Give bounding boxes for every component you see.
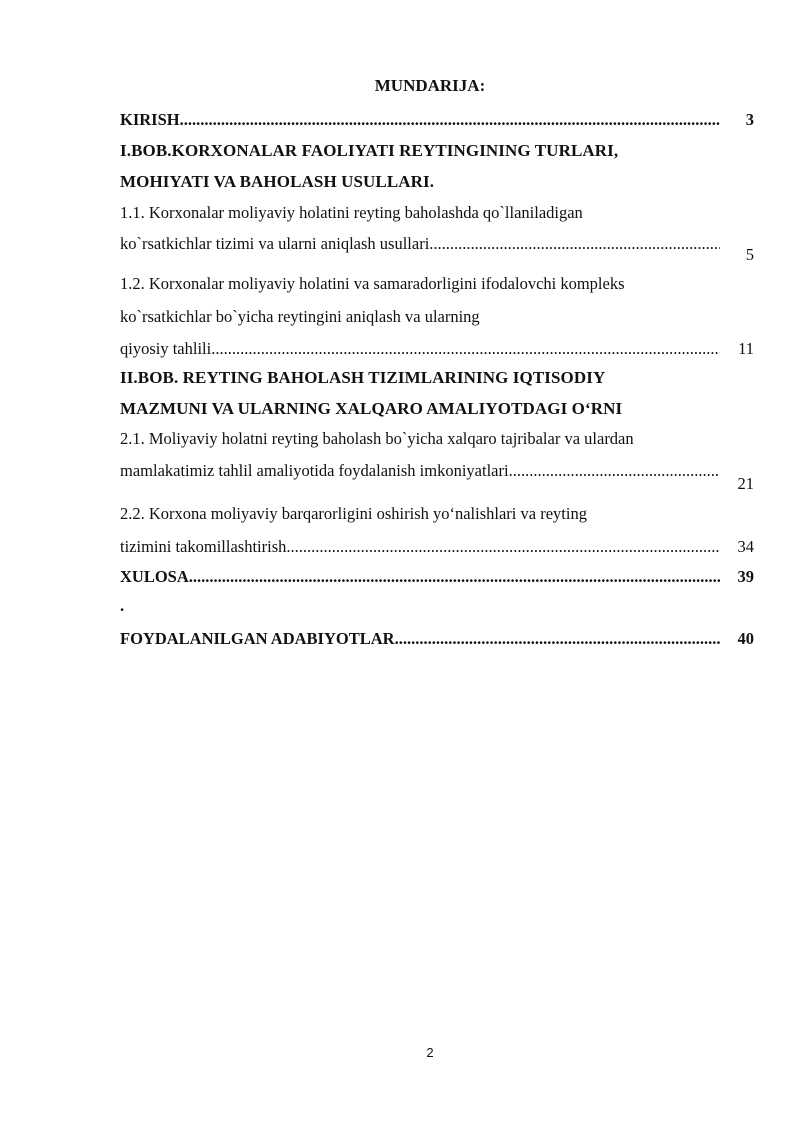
toc-entry-label: FOYDALANILGAN ADABIYOTLAR <box>120 629 395 648</box>
page-number: 2 <box>426 1045 434 1060</box>
section-title: tizimini takomillashtirish <box>120 537 287 556</box>
chapter-heading: MOHIYATI VA BAHOLASH USULLARI. <box>120 172 435 191</box>
toc-entry-section-1-2 <box>120 339 720 359</box>
toc-entry-xulosa <box>120 567 720 587</box>
toc-page-number: 34 <box>737 537 754 556</box>
toc-entry-section-2-2 <box>120 537 720 557</box>
toc-title: MUNDARIJA: <box>374 76 486 95</box>
toc-entry-label: KIRISH <box>120 110 180 129</box>
section-title: 1.1. Korxonalar moliyaviy holatini reyting baholashda qo`llaniladigan <box>120 203 583 222</box>
toc-page-number: 5 <box>745 245 754 264</box>
toc-page-number: 11 <box>738 339 754 358</box>
section-title: ko`rsatkichlar tizimi va ularni aniqlash usullari <box>120 234 430 253</box>
toc-entry-kirish <box>120 110 720 130</box>
toc-entry-label: XULOSA <box>120 567 189 586</box>
section-title: ko`rsatkichlar bo`yicha reytingini aniqlash va ularning <box>120 307 480 326</box>
stray-dot: . <box>120 596 125 615</box>
section-title: mamlakatimiz tahlil amaliyotida foydalanish imkoniyatlari <box>120 461 509 480</box>
chapter-heading: I.BOB.KORXONALAR FAOLIYATI REYTINGINING TURLARI, <box>120 141 619 160</box>
toc-page-number: 39 <box>737 567 754 586</box>
toc-page-number: 3 <box>745 110 754 129</box>
toc-entry-section-1-1 <box>120 234 720 254</box>
chapter-heading: MAZMUNI VA ULARNING XALQARO AMALIYOTDAGI O‘RNI <box>120 399 623 418</box>
chapter-heading: II.BOB. REYTING BAHOLASH TIZIMLARINING IQTISODIY <box>120 368 606 387</box>
toc-entry-section-2-1 <box>120 461 720 481</box>
toc-page-number: 40 <box>737 629 754 648</box>
toc-page-number: 21 <box>737 474 754 493</box>
section-title: 2.2. Korxona moliyaviy barqarorligini oshirish yo‘nalishlari va reyting <box>120 504 587 523</box>
section-title: 2.1. Moliyaviy holatni reyting baholash bo`yicha xalqaro tajribalar va ulardan <box>120 429 634 448</box>
section-title: 1.2. Korxonalar moliyaviy holatini va samaradorligini ifodalovchi kompleks <box>120 274 625 293</box>
toc-entry-references <box>120 629 720 649</box>
section-title: qiyosiy tahlili <box>120 339 212 358</box>
